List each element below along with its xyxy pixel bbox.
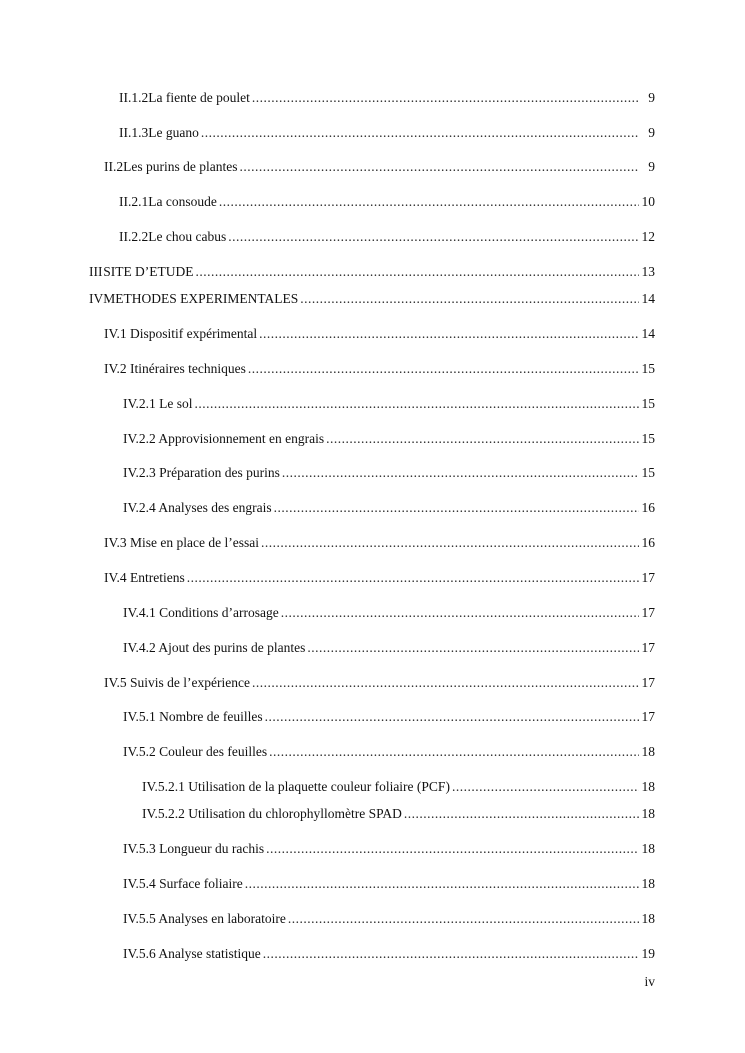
- toc-entry[interactable]: [123, 840, 655, 858]
- toc-dot-leader: [269, 743, 639, 761]
- toc-entry-page: 17: [641, 605, 655, 620]
- toc-entry[interactable]: [123, 430, 655, 448]
- toc-entry-title: IV.5.3 Longueur du rachis: [123, 841, 265, 856]
- toc-entry-page: 19: [641, 946, 655, 961]
- toc-entry[interactable]: [119, 89, 655, 107]
- toc-entry-title: La consoude: [148, 194, 217, 209]
- toc-entry-title: IV.2 Itinéraires techniques: [104, 361, 246, 376]
- toc-entry-number: II.2: [104, 159, 124, 174]
- toc-entry-title: IV.5 Suivis de l’expérience: [104, 675, 250, 690]
- toc-entry-title: IV.5.1 Nombre de feuilles: [123, 709, 263, 724]
- toc-dot-leader: [248, 360, 639, 378]
- toc-entry[interactable]: [123, 395, 655, 413]
- page-number: iv: [644, 974, 655, 989]
- toc-entry[interactable]: [123, 464, 655, 482]
- toc-entry-page: 17: [641, 675, 655, 690]
- toc-entry[interactable]: [123, 875, 655, 893]
- toc-entry-page: 18: [641, 841, 655, 856]
- toc-entry-number: II.2.2: [119, 229, 149, 244]
- toc-entry-page: 10: [641, 194, 655, 209]
- toc-entry-page: 15: [641, 361, 655, 376]
- toc-entry-title: La fiente de poulet: [148, 90, 250, 105]
- toc-entry[interactable]: [123, 708, 655, 726]
- toc-entry-page: 16: [641, 500, 655, 515]
- toc-entry[interactable]: [104, 360, 655, 378]
- toc-dot-leader: [252, 674, 639, 692]
- toc-entry-page: 13: [641, 264, 655, 279]
- toc-dot-leader: [195, 395, 640, 413]
- toc-entry-title: IV.4.1 Conditions d’arrosage: [123, 605, 279, 620]
- toc-entry[interactable]: [119, 124, 655, 142]
- toc-entry-title: IV.2.1 Le sol: [123, 396, 193, 411]
- toc-entry[interactable]: [104, 158, 655, 176]
- toc-entry-page: 12: [641, 229, 655, 244]
- toc-entry-page: 14: [641, 291, 655, 306]
- toc-entry-page: 16: [641, 535, 655, 550]
- toc-dot-leader: [282, 464, 639, 482]
- toc-entry-page: 17: [641, 570, 655, 585]
- toc-entry[interactable]: [104, 674, 655, 692]
- toc-dot-leader: [326, 430, 639, 448]
- toc-entry-page: 9: [648, 90, 655, 105]
- toc-entry-page: 18: [641, 876, 655, 891]
- toc-entry-title: IV.4 Entretiens: [104, 570, 185, 585]
- toc-dot-leader: [201, 124, 639, 142]
- toc-dot-leader: [261, 534, 639, 552]
- toc-entry-page: 18: [641, 806, 655, 821]
- toc-dot-leader: [263, 945, 639, 963]
- toc-dot-leader: [228, 228, 639, 246]
- toc-dot-leader: [239, 158, 639, 176]
- toc-entry[interactable]: [123, 499, 655, 517]
- toc-entry-title: METHODES EXPERIMENTALES: [103, 291, 299, 306]
- toc-entry[interactable]: [119, 228, 655, 246]
- toc-entry-title: IV.2.2 Approvisionnement en engrais: [123, 431, 325, 446]
- toc-entry-title: IV.5.6 Analyse statistique: [123, 946, 261, 961]
- toc-entry-title: IV.5.2.2 Utilisation du chlorophyllomètre SPAD: [142, 806, 402, 821]
- toc-entry[interactable]: [123, 945, 655, 963]
- toc-entry[interactable]: [104, 325, 655, 343]
- toc-dot-leader: [265, 708, 639, 726]
- toc-entry[interactable]: [142, 778, 655, 796]
- toc-entry-page: 18: [641, 779, 655, 794]
- toc-entry-title: IV.5.2 Couleur des feuilles: [123, 744, 268, 759]
- toc-entry-title: IV.2.4 Analyses des engrais: [123, 500, 272, 515]
- toc-dot-leader: [281, 604, 639, 622]
- toc-entry[interactable]: [123, 639, 655, 657]
- toc-entry-page: 17: [641, 709, 655, 724]
- toc-dot-leader: [404, 805, 639, 823]
- toc-dot-leader: [266, 840, 639, 858]
- toc-entry-number: IV: [89, 291, 104, 306]
- toc-dot-leader: [300, 290, 639, 308]
- toc-entry-page: 15: [641, 396, 655, 411]
- toc-entry-page: 9: [648, 159, 655, 174]
- toc-entry-number: III: [89, 264, 103, 279]
- toc-entry-number: II.2.1: [119, 194, 149, 209]
- toc-entry-title: IV.2.3 Préparation des purins: [123, 465, 280, 480]
- toc-entry-title: IV.4.2 Ajout des purins de plantes: [123, 640, 306, 655]
- toc-entry-page: 14: [641, 326, 655, 341]
- toc-entry[interactable]: [104, 569, 655, 587]
- toc-entry-title: Le guano: [148, 125, 199, 140]
- toc-entry[interactable]: [142, 805, 655, 823]
- toc-entry-number: II.1.3: [119, 125, 149, 140]
- toc-entry-title: IV.1 Dispositif expérimental: [104, 326, 258, 341]
- toc-entry-page: 9: [648, 125, 655, 140]
- toc-dot-leader: [245, 875, 639, 893]
- toc-dot-leader: [219, 193, 639, 211]
- toc-entry-title: IV.5.5 Analyses en laboratoire: [123, 911, 286, 926]
- toc-entry-title: IV.3 Mise en place de l’essai: [104, 535, 259, 550]
- toc-entry-title: Les purins de plantes: [123, 159, 238, 174]
- toc-entry-page: 17: [641, 640, 655, 655]
- toc-dot-leader: [288, 910, 639, 928]
- toc-entry[interactable]: [89, 290, 655, 308]
- toc-entry-page: 15: [641, 465, 655, 480]
- toc-entry-title: IV.5.4 Surface foliaire: [123, 876, 243, 891]
- toc-entry[interactable]: [123, 910, 655, 928]
- toc-entry-number: II.1.2: [119, 90, 149, 105]
- toc-entry-page: 15: [641, 431, 655, 446]
- toc-entry[interactable]: [123, 604, 655, 622]
- toc-entry[interactable]: [89, 263, 655, 281]
- toc-entry-title: SITE D’ETUDE: [103, 264, 194, 279]
- toc-entry-title: IV.5.2.1 Utilisation de la plaquette couleur foliaire (PCF): [142, 779, 450, 794]
- toc-entry[interactable]: [104, 534, 655, 552]
- toc-dot-leader: [259, 325, 639, 343]
- toc-dot-leader: [187, 569, 639, 587]
- toc-dot-leader: [196, 263, 639, 281]
- toc-dot-leader: [307, 639, 639, 657]
- toc-entry-page: 18: [641, 911, 655, 926]
- toc-entry[interactable]: [119, 193, 655, 211]
- toc-entry-page: 18: [641, 744, 655, 759]
- toc-entry-title: Le chou cabus: [148, 229, 227, 244]
- toc-dot-leader: [252, 89, 639, 107]
- toc-entry[interactable]: [123, 743, 655, 761]
- toc-dot-leader: [274, 499, 639, 517]
- toc-dot-leader: [452, 778, 639, 796]
